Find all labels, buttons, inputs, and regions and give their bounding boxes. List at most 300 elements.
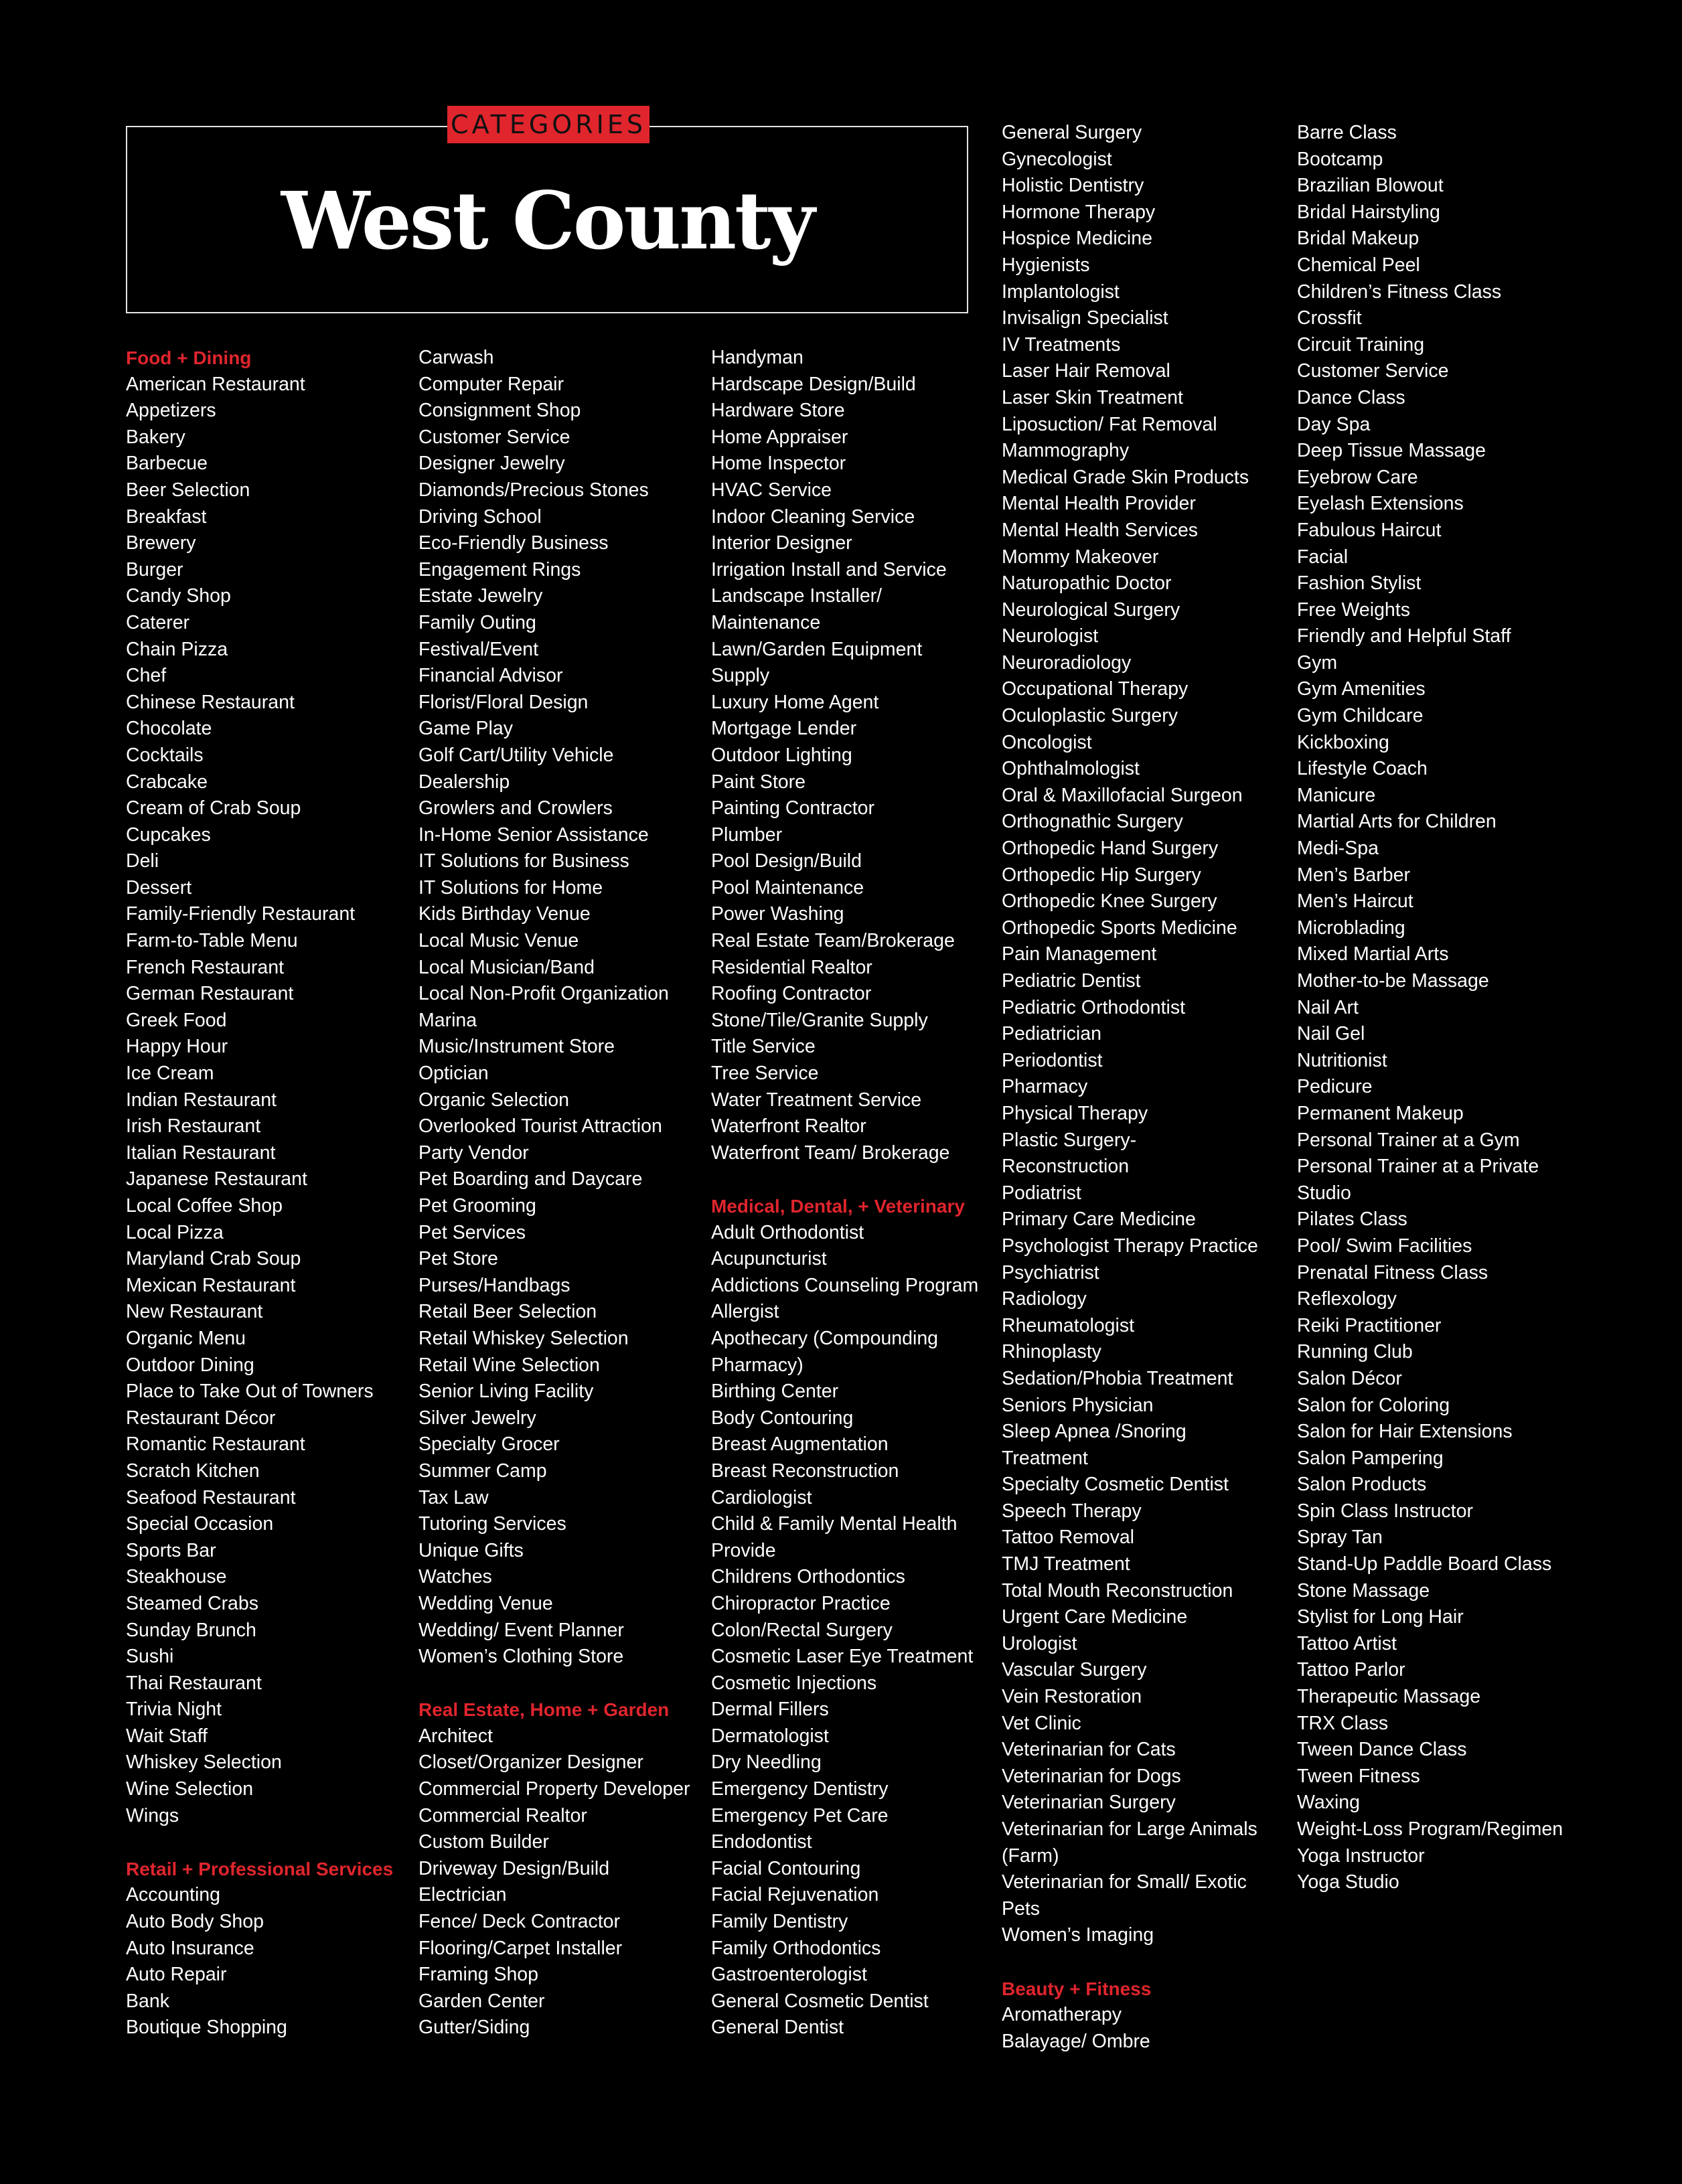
category-item: Local Music Venue: [418, 930, 579, 952]
category-item: New Restaurant: [126, 1301, 263, 1323]
category-item: Diamonds/Precious Stones: [418, 479, 649, 501]
category-item: Specialty Grocer: [418, 1433, 560, 1456]
category-item: Children’s Fitness Class: [1297, 281, 1502, 303]
category-item: Salon for Hair Extensions: [1297, 1421, 1513, 1443]
category-item: Body Contouring: [711, 1407, 854, 1429]
category-item: Thai Restaurant: [126, 1672, 262, 1694]
category-item: Women’s Clothing Store: [418, 1646, 624, 1668]
category-item: Irrigation Install and Service: [711, 558, 947, 580]
category-item: Veterinarian for Large Animals: [1002, 1818, 1257, 1840]
category-item: Pilates Class: [1297, 1208, 1407, 1231]
category-item: Holistic Dentistry: [1002, 175, 1144, 197]
category-column-3: [711, 345, 1026, 2041]
category-item: Laser Skin Treatment: [1002, 386, 1183, 408]
category-item: Framing Shop: [418, 1964, 539, 1986]
category-item: Pediatrician: [1002, 1023, 1101, 1045]
category-item: Happy Hour: [126, 1036, 228, 1058]
category-item: Medi-Spa: [1297, 838, 1379, 860]
category-item: Family Orthodontics: [711, 1937, 881, 1959]
category-item: Lawn/Garden Equipment: [711, 638, 923, 660]
category-item: Primary Care Medicine: [1002, 1208, 1196, 1231]
category-item: Mortgage Lender: [711, 718, 857, 740]
category-item: Cream of Crab Soup: [126, 797, 301, 820]
category-item: Stand-Up Paddle Board Class: [1297, 1553, 1552, 1575]
category-item: Kickboxing: [1297, 731, 1389, 753]
category-item: Chain Pizza: [126, 638, 228, 660]
category-item: Chef: [126, 665, 167, 687]
category-item: Rheumatologist: [1002, 1314, 1135, 1336]
category-item: Restaurant Décor: [126, 1407, 276, 1429]
category-item: Childrens Orthodontics: [711, 1566, 905, 1588]
category-item: Spin Class Instructor: [1297, 1500, 1473, 1522]
category-item: Acupuncturist: [711, 1248, 827, 1270]
section-spacer: [1002, 1949, 1316, 1976]
category-item: Marina: [418, 1009, 477, 1031]
category-item: Whiskey Selection: [126, 1751, 282, 1774]
category-item: Pain Management: [1002, 943, 1157, 965]
category-item: Outdoor Dining: [126, 1354, 254, 1376]
category-item: Pet Store: [418, 1248, 498, 1270]
category-item: Emergency Pet Care: [711, 1804, 889, 1826]
category-item: Supply: [711, 665, 770, 687]
category-item: Gynecologist: [1002, 148, 1112, 170]
category-item: Birthing Center: [711, 1381, 839, 1403]
category-item: Residential Realtor: [711, 956, 872, 978]
category-item: Salon Décor: [1297, 1367, 1402, 1389]
category-item: Men’s Barber: [1297, 864, 1410, 886]
category-item: Neurological Surgery: [1002, 599, 1180, 621]
category-item: Sunday Brunch: [126, 1619, 256, 1641]
category-item: Bakery: [126, 426, 185, 448]
category-item: Tutoring Services: [418, 1513, 566, 1535]
category-item: Crabcake: [126, 771, 208, 793]
category-item: Farm-to-Table Menu: [126, 930, 298, 952]
category-item: Dealership: [418, 771, 510, 793]
category-item: Sushi: [126, 1646, 174, 1668]
category-item: Hygienists: [1002, 254, 1090, 276]
category-item: Lifestyle Coach: [1297, 758, 1428, 780]
category-item: Dermal Fillers: [711, 1699, 829, 1721]
category-item: Pets: [1002, 1897, 1041, 1920]
category-item: Seafood Restaurant: [126, 1486, 296, 1508]
category-item: Microblading: [1297, 917, 1405, 939]
section-spacer: [711, 1166, 1026, 1193]
category-item: Deli: [126, 850, 159, 872]
category-item: Ophthalmologist: [1002, 758, 1140, 780]
category-item: Sleep Apnea /Snoring: [1002, 1421, 1187, 1443]
category-item: IT Solutions for Home: [418, 876, 603, 899]
category-item: Fashion Stylist: [1297, 572, 1422, 595]
category-item: French Restaurant: [126, 956, 285, 978]
category-item: Party Vendor: [418, 1142, 529, 1164]
category-item: Tattoo Artist: [1297, 1632, 1397, 1654]
category-item: Neuroradiology: [1002, 651, 1132, 674]
category-item: Tween Fitness: [1297, 1765, 1420, 1787]
category-item: Deep Tissue Massage: [1297, 440, 1486, 462]
category-item: Rhinoplasty: [1002, 1341, 1101, 1363]
category-item: Auto Repair: [126, 1964, 227, 1986]
category-item: Breast Augmentation: [711, 1433, 889, 1456]
category-item: Pet Services: [418, 1221, 526, 1243]
category-item: Estate Jewelry: [418, 585, 543, 607]
category-item: Hardscape Design/Build: [711, 373, 916, 395]
category-item: Invisalign Specialist: [1002, 307, 1168, 329]
category-item: Burger: [126, 558, 183, 580]
category-item: Allergist: [711, 1301, 779, 1323]
category-item: Women’s Imaging: [1002, 1924, 1154, 1946]
section-spacer: [418, 1670, 733, 1697]
section-spacer: [126, 1829, 441, 1856]
category-item: Nail Gel: [1297, 1023, 1365, 1045]
category-item: Kids Birthday Venue: [418, 903, 591, 925]
category-item: Cupcakes: [126, 824, 211, 846]
category-item: Oncologist: [1002, 731, 1092, 753]
category-item: Stone/Tile/Granite Supply: [711, 1009, 928, 1031]
category-item: Florist/Floral Design: [418, 691, 589, 713]
category-item: Tween Dance Class: [1297, 1739, 1467, 1761]
category-item: Mexican Restaurant: [126, 1274, 296, 1296]
category-item: Prenatal Fitness Class: [1297, 1261, 1488, 1283]
category-item: Sedation/Phobia Treatment: [1002, 1367, 1233, 1389]
category-item: Cardiologist: [711, 1486, 812, 1508]
category-item: Customer Service: [1297, 360, 1449, 382]
category-item: Occupational Therapy: [1002, 678, 1189, 700]
category-item: Friendly and Helpful Staff: [1297, 625, 1511, 647]
category-item: Eyelash Extensions: [1297, 493, 1464, 515]
category-item: Periodontist: [1002, 1049, 1103, 1071]
category-item: Liposuction/ Fat Removal: [1002, 413, 1217, 435]
category-item: Waterfront Team/ Brokerage: [711, 1142, 950, 1164]
category-item: Breast Reconstruction: [711, 1460, 899, 1482]
category-item: Candy Shop: [126, 585, 231, 607]
category-item: Stone Massage: [1297, 1579, 1430, 1602]
category-item: Facial: [1297, 546, 1349, 568]
category-item: In-Home Senior Assistance: [418, 824, 649, 846]
category-item: Bridal Hairstyling: [1297, 201, 1440, 223]
category-item: Real Estate Team/Brokerage: [711, 930, 955, 952]
category-item: Landscape Installer/: [711, 585, 883, 607]
category-item: Driving School: [418, 505, 542, 528]
category-item: Mammography: [1002, 440, 1130, 462]
category-item: Ice Cream: [126, 1063, 214, 1085]
category-item: Vein Restoration: [1002, 1686, 1142, 1708]
category-item: Yoga Studio: [1297, 1871, 1399, 1893]
category-item: Gym: [1297, 651, 1338, 674]
category-item: Pool Maintenance: [711, 876, 864, 899]
category-item: Commercial Property Developer: [418, 1778, 690, 1800]
category-item: Hormone Therapy: [1002, 201, 1156, 223]
category-item: Urologist: [1002, 1632, 1077, 1654]
category-item: Adult Orthodontist: [711, 1221, 864, 1243]
category-item: Tattoo Removal: [1002, 1527, 1135, 1549]
category-item: Golf Cart/Utility Vehicle: [418, 744, 614, 766]
category-item: Indoor Cleaning Service: [711, 505, 915, 528]
category-item: Orthopedic Sports Medicine: [1002, 917, 1237, 939]
category-item: Crossfit: [1297, 307, 1362, 329]
category-item: Appetizers: [126, 400, 216, 422]
category-item: Local Musician/Band: [418, 956, 595, 978]
category-item: Fabulous Haircut: [1297, 519, 1442, 541]
category-item: Unique Gifts: [418, 1539, 524, 1561]
category-item: Endodontist: [711, 1831, 812, 1853]
category-item: Festival/Event: [418, 638, 538, 660]
category-item: German Restaurant: [126, 983, 294, 1005]
category-item: Yoga Instructor: [1297, 1845, 1425, 1867]
category-item: Wine Selection: [126, 1778, 254, 1800]
category-item: Customer Service: [418, 426, 570, 448]
category-item: Pool Design/Build: [711, 850, 862, 872]
category-item: Fence/ Deck Contractor: [418, 1911, 620, 1933]
category-item: Personal Trainer at a Gym: [1297, 1129, 1520, 1151]
category-item: Caterer: [126, 611, 190, 633]
category-item: Pet Grooming: [418, 1195, 536, 1217]
category-item: Treatment: [1002, 1447, 1088, 1469]
category-item: Financial Advisor: [418, 665, 563, 687]
category-item: Oral & Maxillofacial Surgeon: [1002, 784, 1243, 806]
category-item: Pool/ Swim Facilities: [1297, 1235, 1472, 1257]
category-item: Veterinarian for Small/ Exotic: [1002, 1871, 1247, 1893]
category-item: Cocktails: [126, 744, 204, 766]
category-item: Garden Center: [418, 1990, 545, 2012]
category-item: Paint Store: [711, 771, 806, 793]
category-item: Salon Pampering: [1297, 1447, 1444, 1469]
category-item: Power Washing: [711, 903, 844, 925]
category-item: Manicure: [1297, 784, 1376, 806]
category-item: Day Spa: [1297, 413, 1371, 435]
section-heading: Real Estate, Home + Garden: [418, 1699, 670, 1721]
category-item: Dry Needling: [711, 1751, 822, 1774]
category-item: Veterinarian for Dogs: [1002, 1765, 1181, 1787]
category-item: Tax Law: [418, 1486, 489, 1508]
category-item: Wings: [126, 1804, 179, 1826]
category-item: Salon for Coloring: [1297, 1394, 1450, 1416]
category-item: Engagement Rings: [418, 558, 581, 580]
category-item: Physical Therapy: [1002, 1102, 1148, 1124]
category-item: Brewery: [126, 532, 196, 554]
category-item: Stylist for Long Hair: [1297, 1606, 1464, 1628]
category-item: Orthopedic Hand Surgery: [1002, 838, 1219, 860]
category-item: Tree Service: [711, 1063, 819, 1085]
category-item: Dermatologist: [711, 1725, 829, 1747]
category-item: Circuit Training: [1297, 333, 1425, 356]
category-item: Naturopathic Doctor: [1002, 572, 1172, 595]
category-item: Pharmacy): [711, 1354, 804, 1376]
category-item: Luxury Home Agent: [711, 691, 879, 713]
category-item: Bootcamp: [1297, 148, 1383, 170]
category-item: Hospice Medicine: [1002, 228, 1152, 250]
category-item: Consignment Shop: [418, 400, 581, 422]
category-item: HVAC Service: [711, 479, 832, 501]
category-item: Painting Contractor: [711, 797, 874, 820]
category-item: Veterinarian Surgery: [1002, 1792, 1176, 1814]
category-item: Facial Contouring: [711, 1857, 861, 1879]
category-item: Implantologist: [1002, 281, 1120, 303]
category-item: Dessert: [126, 876, 192, 899]
category-item: Eyebrow Care: [1297, 466, 1418, 488]
category-item: Facial Rejuvenation: [711, 1884, 879, 1906]
category-item: Orthognathic Surgery: [1002, 811, 1183, 833]
category-item: Place to Take Out of Towners: [126, 1381, 374, 1403]
category-item: Psychiatrist: [1002, 1261, 1099, 1283]
category-item: Pediatric Dentist: [1002, 970, 1141, 992]
category-item: Carwash: [418, 347, 494, 368]
category-item: Salon Products: [1297, 1474, 1427, 1496]
category-item: Flooring/Carpet Installer: [418, 1937, 623, 1959]
category-item: Gym Amenities: [1297, 678, 1426, 700]
category-item: Total Mouth Reconstruction: [1002, 1579, 1233, 1602]
category-item: Pharmacy: [1002, 1076, 1088, 1098]
category-item: Orthopedic Knee Surgery: [1002, 890, 1217, 913]
category-item: Hardware Store: [711, 400, 845, 422]
category-item: Gym Childcare: [1297, 705, 1424, 727]
category-item: Purses/Handbags: [418, 1274, 570, 1296]
category-item: Organic Selection: [418, 1089, 569, 1111]
category-item: Mommy Makeover: [1002, 546, 1159, 568]
category-item: Bank: [126, 1990, 169, 2012]
category-item: Permanent Makeup: [1297, 1102, 1464, 1124]
category-item: Silver Jewelry: [418, 1407, 536, 1429]
category-item: Indian Restaurant: [126, 1089, 277, 1111]
category-item: General Cosmetic Dentist: [711, 1990, 929, 2012]
category-item: Reiki Practitioner: [1297, 1314, 1442, 1336]
category-item: Senior Living Facility: [418, 1381, 594, 1403]
category-item: Maintenance: [711, 611, 821, 633]
category-item: Brazilian Blowout: [1297, 175, 1444, 197]
category-item: Provide: [711, 1539, 776, 1561]
category-item: Wedding Venue: [418, 1592, 553, 1614]
category-item: Title Service: [711, 1036, 816, 1058]
category-item: Family Outing: [418, 611, 536, 633]
category-item: American Restaurant: [126, 373, 305, 395]
category-item: Medical Grade Skin Products: [1002, 466, 1249, 488]
category-item: Studio: [1297, 1182, 1351, 1204]
section-heading: Beauty + Fitness: [1002, 1978, 1152, 1999]
category-item: Chinese Restaurant: [126, 691, 295, 713]
category-item: Auto Body Shop: [126, 1911, 264, 1933]
category-item: Local Non-Profit Organization: [418, 983, 669, 1005]
category-column-2: [418, 345, 733, 2041]
category-item: Electrician: [418, 1884, 507, 1906]
category-item: Local Coffee Shop: [126, 1195, 283, 1217]
category-item: Pedicure: [1297, 1076, 1373, 1098]
category-item: General Dentist: [711, 2017, 844, 2039]
category-item: Apothecary (Compounding: [711, 1327, 939, 1349]
category-item: Laser Hair Removal: [1002, 360, 1170, 382]
category-item: Wedding/ Event Planner: [418, 1619, 624, 1641]
category-item: (Farm): [1002, 1845, 1059, 1867]
category-item: Reconstruction: [1002, 1156, 1130, 1178]
category-item: Roofing Contractor: [711, 983, 872, 1005]
category-item: Speech Therapy: [1002, 1500, 1142, 1522]
category-item: Orthopedic Hip Surgery: [1002, 864, 1201, 886]
category-item: Greek Food: [126, 1009, 227, 1031]
category-column-5: [1297, 120, 1612, 1896]
category-item: Plastic Surgery-: [1002, 1129, 1137, 1151]
category-item: Retail Wine Selection: [418, 1354, 600, 1376]
category-item: Family-Friendly Restaurant: [126, 903, 356, 925]
category-item: Family Dentistry: [711, 1911, 848, 1933]
category-item: Water Treatment Service: [711, 1089, 922, 1111]
category-item: Cosmetic Laser Eye Treatment: [711, 1646, 974, 1668]
category-item: Pediatric Orthodontist: [1002, 996, 1186, 1018]
category-item: Specialty Cosmetic Dentist: [1002, 1474, 1229, 1496]
category-item: Martial Arts for Children: [1297, 811, 1497, 833]
category-item: Balayage/ Ombre: [1002, 2030, 1150, 2052]
category-item: Psychologist Therapy Practice: [1002, 1235, 1258, 1257]
category-item: Sports Bar: [126, 1539, 216, 1561]
category-item: Nutritionist: [1297, 1049, 1387, 1071]
section-heading: Retail + Professional Services: [126, 1858, 394, 1879]
category-item: Custom Builder: [418, 1831, 549, 1853]
category-item: Mental Health Services: [1002, 519, 1199, 541]
category-item: Chemical Peel: [1297, 254, 1420, 276]
category-item: Neurologist: [1002, 625, 1099, 647]
category-item: Watches: [418, 1566, 492, 1588]
category-item: Radiology: [1002, 1288, 1087, 1310]
category-item: Breakfast: [126, 505, 207, 528]
category-item: IT Solutions for Business: [418, 850, 629, 872]
category-item: Overlooked Tourist Attraction: [418, 1115, 662, 1138]
category-item: Commercial Realtor: [418, 1804, 587, 1826]
category-item: Chiropractor Practice: [711, 1592, 891, 1614]
category-item: Nail Art: [1297, 996, 1359, 1018]
category-item: Driveway Design/Build: [418, 1857, 610, 1879]
category-item: Chocolate: [126, 718, 212, 740]
category-column-4: [1002, 120, 1316, 2055]
category-item: Romantic Restaurant: [126, 1433, 305, 1456]
page-title: West County: [281, 174, 814, 267]
category-item: Child & Family Mental Health: [711, 1513, 958, 1535]
category-item: Podiatrist: [1002, 1182, 1081, 1204]
category-item: Bridal Makeup: [1297, 228, 1420, 250]
category-item: TMJ Treatment: [1002, 1553, 1130, 1575]
category-item: Tattoo Parlor: [1297, 1659, 1405, 1681]
category-item: Waterfront Realtor: [711, 1115, 866, 1138]
category-item: Seniors Physician: [1002, 1394, 1154, 1416]
category-item: Italian Restaurant: [126, 1142, 276, 1164]
category-item: Dance Class: [1297, 386, 1405, 408]
category-item: Gutter/Siding: [418, 2017, 530, 2039]
category-item: Computer Repair: [418, 373, 564, 395]
category-item: Personal Trainer at a Private: [1297, 1156, 1539, 1178]
category-item: Barbecue: [126, 453, 208, 475]
category-item: Addictions Counseling Program: [711, 1274, 979, 1296]
category-item: Gastroenterologist: [711, 1964, 867, 1986]
category-item: Handyman: [711, 347, 804, 368]
category-item: Retail Whiskey Selection: [418, 1327, 629, 1349]
category-item: Interior Designer: [711, 532, 852, 554]
category-item: Urgent Care Medicine: [1002, 1606, 1188, 1628]
category-item: Trivia Night: [126, 1699, 222, 1721]
category-item: Growlers and Crowlers: [418, 797, 613, 820]
category-item: General Surgery: [1002, 122, 1142, 143]
category-item: Mother-to-be Massage: [1297, 970, 1489, 992]
category-item: Music/Instrument Store: [418, 1036, 615, 1058]
category-item: Auto Insurance: [126, 1937, 254, 1959]
category-item: Oculoplastic Surgery: [1002, 705, 1178, 727]
category-item: Mental Health Provider: [1002, 493, 1196, 515]
category-item: Barre Class: [1297, 122, 1397, 143]
category-column-1: [126, 345, 441, 2041]
category-item: Weight-Loss Program/Regimen: [1297, 1818, 1563, 1840]
category-item: Outdoor Lighting: [711, 744, 852, 766]
category-item: Irish Restaurant: [126, 1115, 261, 1138]
category-item: Japanese Restaurant: [126, 1168, 307, 1190]
category-item: Cosmetic Injections: [711, 1672, 877, 1694]
category-item: Vet Clinic: [1002, 1712, 1081, 1734]
category-item: Boutique Shopping: [126, 2017, 287, 2039]
category-item: Running Club: [1297, 1341, 1413, 1363]
